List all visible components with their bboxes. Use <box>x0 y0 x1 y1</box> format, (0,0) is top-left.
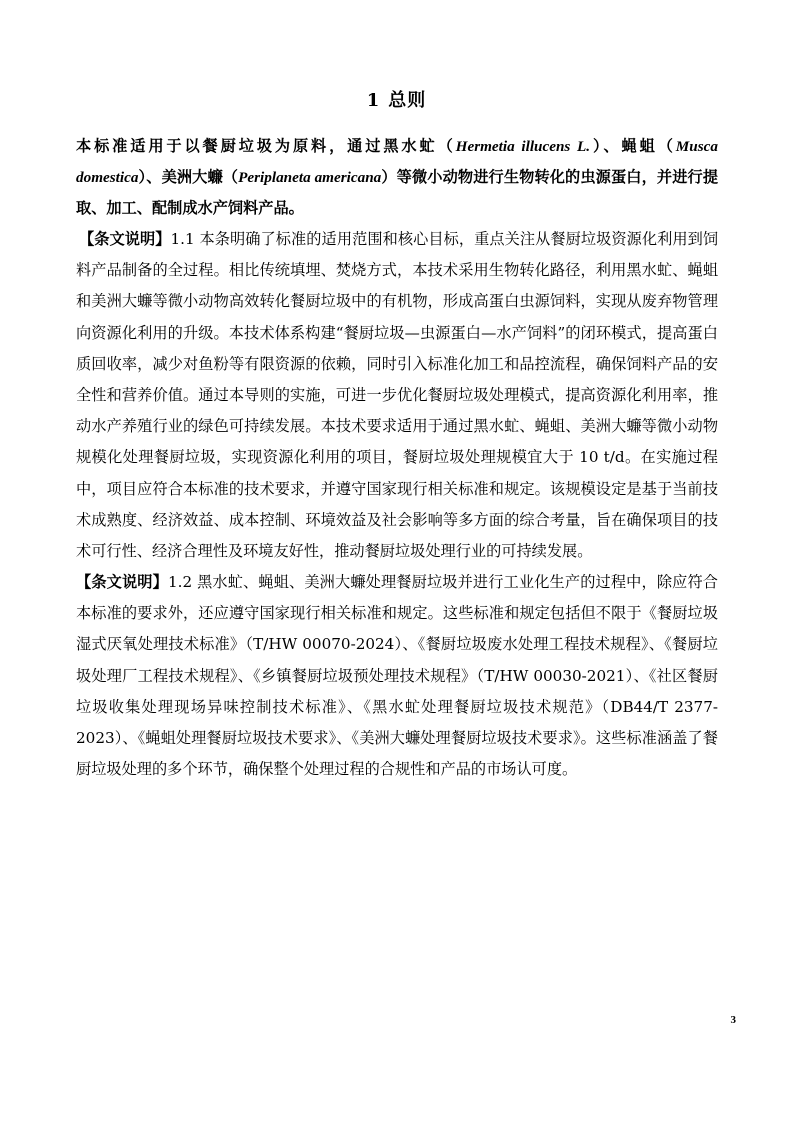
latin-name: Musca domestica <box>76 138 718 186</box>
page-number: 3 <box>730 1014 736 1026</box>
latin-name: Periplaneta americana <box>238 169 382 186</box>
clause-note <box>76 224 718 567</box>
clause-note <box>76 567 718 785</box>
section-title <box>0 86 793 112</box>
clause-note-tag: 【条文说明】 <box>76 573 168 591</box>
section-number: 1 <box>366 90 381 111</box>
scope-text: ）、美洲大蠊（ <box>138 168 239 186</box>
scope-paragraph <box>76 131 718 224</box>
latin-name: Hermetia illucens L. <box>455 138 591 155</box>
clause-note-text: 1.2 黑水虻、蝇蛆、美洲大蠊处理餐厨垃圾并进行工业化生产的过程中，除应符合本标准的要求外，还应遵守国家现行相关标准和规定。这些标准和规定包括但不限于《餐厨垃圾湿式厌氧处理技术标准》（T/HW 00070-2024）、《餐厨垃圾废水处理工程技术规程》、《餐厨垃圾处理厂工程技术规程》、《乡镇餐厨垃圾预处理技术规程》（T/HW 00030-2021）、《社区餐厨垃圾收集处理现场异味控制技术标准》、《黑水虻处理餐厨垃圾技术规范》（DB44/T 2377-2023）、《蝇蛆处理餐厨垃圾技术要求》、《美洲大蠊处理餐厨垃圾技术要求》。这些标准涵盖了餐厨垃圾处理的多个环节，确保整个处理过程的合规性和产品的市场认可度。 <box>76 573 718 779</box>
scope-text: ）、蝇蛆（ <box>590 137 676 155</box>
clause-note-tag: 【条文说明】 <box>79 230 171 248</box>
scope-text: 本标准适用于以餐厨垃圾为原料，通过黑水虻（ <box>76 137 456 155</box>
clause-note-text: 1.1 本条明确了标准的适用范围和核心目标，重点关注从餐厨垃圾资源化利用到饲料产品制备的全过程。相比传统填埋、焚烧方式，本技术采用生物转化路径，利用黑水虻、蝇蛆和美洲大蠊等微小动物高效转化餐厨垃圾中的有机物，形成高蛋白虫源饲料，实现从废弃物管理向资源化利用的升级。本技术体系构建“餐厨垃圾—虫源蛋白—水产饲料”的闭环模式，提高蛋白质回收率，减少对鱼粉等有限资源的依赖，同时引入标准化加工和品控流程，确保饲料产品的安全性和营养价值。通过本导则的实施，可进一步优化餐厨垃圾处理模式，提高资源化利用率，推动水产养殖行业的绿色可持续发展。本技术要求适用于通过黑水虻、蝇蛆、美洲大蠊等微小动物规模化处理餐厨垃圾，实现资源化利用的项目，餐厨垃圾处理规模宜大于 10 t/d。在实施过程中，项目应符合本标准的技术要求，并遵守国家现行相关标准和规定。该规模设定是基于当前技术成熟度、经济效益、成本控制、环境效益及社会影响等多方面的综合考量，旨在确保项目的技术可行性、经济合理性及环境友好性，推动餐厨垃圾处理行业的可持续发展。 <box>76 230 719 561</box>
scope-text: ）等微小动物进行生物转化的虫源蛋白，并进行提取、加工、配制成水产饲料产品。 <box>76 168 719 217</box>
section-heading: 总则 <box>388 90 427 111</box>
